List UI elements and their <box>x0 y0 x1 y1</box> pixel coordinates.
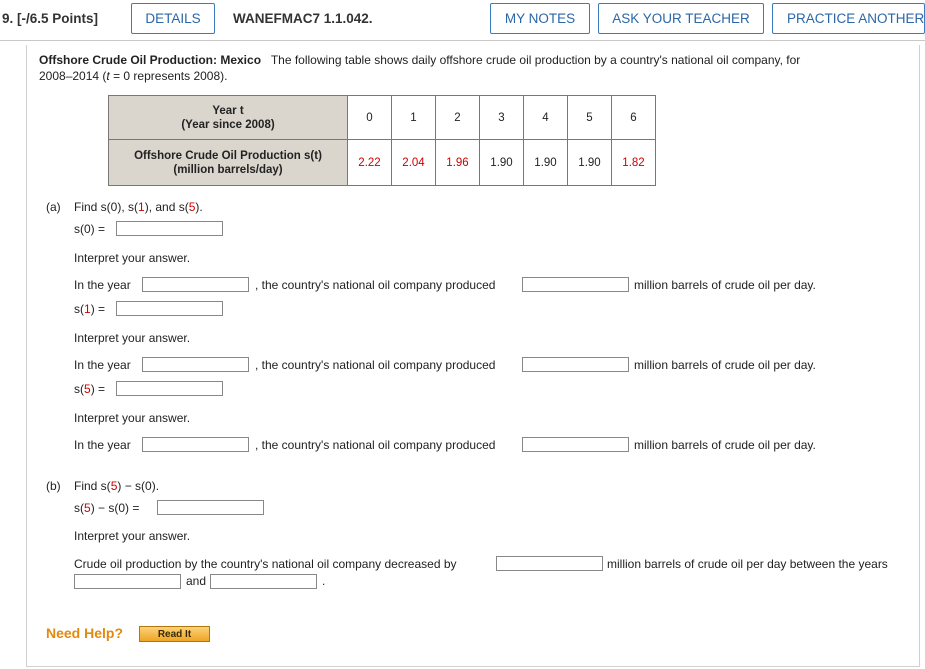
year-header-line2: (Year since 2008) <box>181 118 275 131</box>
part-b-find-post: ) − s(0). <box>117 479 160 493</box>
part-a-find-1: 1 <box>138 200 145 214</box>
year-header-line1: Year t <box>212 104 244 117</box>
part-a-prompt <box>74 200 203 214</box>
part-a-find-prefix: Find s(0), s( <box>74 200 139 214</box>
intro-text: The following table shows daily offshore crude oil production by a country's national oil company, for <box>270 53 801 67</box>
production-cell: 1.96 <box>436 140 480 186</box>
intro-title: Offshore Crude Oil Production: Mexico <box>39 53 262 67</box>
units-text-2: million barrels of crude oil per day. <box>634 358 816 372</box>
s5-input[interactable] <box>116 381 223 396</box>
question-intro <box>39 52 899 84</box>
production-table <box>108 95 656 186</box>
production-input-3[interactable] <box>522 437 629 452</box>
year-cell: 2 <box>436 96 480 140</box>
production-header <box>109 140 348 186</box>
decrease-input[interactable] <box>496 556 603 571</box>
s5-pre: s( <box>74 382 84 396</box>
production-cell: 1.90 <box>524 140 568 186</box>
decreased-text: Crude oil production by the country's national oil company decreased by <box>74 557 457 571</box>
intro-text-2a: 2008–2014 ( <box>39 69 107 83</box>
produced-text-3: , the country's national oil company produced <box>255 438 496 452</box>
production-input-1[interactable] <box>522 277 629 292</box>
units-text-1: million barrels of crude oil per day. <box>634 278 816 292</box>
production-cell: 1.90 <box>480 140 524 186</box>
intro-t: t <box>106 69 110 83</box>
question-header <box>0 0 925 41</box>
s0-label: s(0) = <box>74 222 106 236</box>
start-year-input[interactable] <box>74 574 181 589</box>
production-header-line2: (million barrels/day) <box>173 163 283 176</box>
table-row-production <box>109 140 656 186</box>
year-cell: 5 <box>568 96 612 140</box>
year-cell: 0 <box>348 96 392 140</box>
production-cell: 1.82 <box>612 140 656 186</box>
diff-post: ) − s(0) = <box>90 501 140 515</box>
part-a-find-5: 5 <box>188 200 196 214</box>
period-text: . <box>322 574 326 588</box>
year-input-1[interactable] <box>142 277 249 292</box>
diff-pre: s( <box>74 501 84 515</box>
practice-another-button[interactable]: PRACTICE ANOTHER <box>772 3 925 34</box>
production-cell: 2.22 <box>348 140 392 186</box>
part-b-find-pre: Find s( <box>74 479 111 493</box>
s1-input[interactable] <box>116 301 223 316</box>
s5-post: ) = <box>90 382 106 396</box>
units-text-3: million barrels of crude oil per day. <box>634 438 816 452</box>
s1-post: ) = <box>90 302 106 316</box>
difference-label <box>74 501 139 515</box>
part-b-units: million barrels of crude oil per day between the years <box>607 557 888 571</box>
year-cell: 1 <box>392 96 436 140</box>
in-the-year-3: In the year <box>74 438 131 452</box>
year-cell: 3 <box>480 96 524 140</box>
part-b-find-5: 5 <box>110 479 118 493</box>
details-button[interactable]: DETAILS <box>131 3 215 34</box>
need-help-label: Need Help? <box>46 625 124 641</box>
question-code: WANEFMAC7 1.1.042. <box>233 11 373 26</box>
year-cell: 4 <box>524 96 568 140</box>
intro-text-2b: = 0 represents 2008). <box>109 69 228 83</box>
production-cell: 1.90 <box>568 140 612 186</box>
production-cell: 2.04 <box>392 140 436 186</box>
produced-text-1: , the country's national oil company produced <box>255 278 496 292</box>
year-input-3[interactable] <box>142 437 249 452</box>
production-header-line1: Offshore Crude Oil Production s(t) <box>134 149 322 162</box>
and-text: and <box>186 574 207 588</box>
part-a-find-suffix: ). <box>195 200 203 214</box>
s1-num: 1 <box>84 302 91 316</box>
production-input-2[interactable] <box>522 357 629 372</box>
my-notes-button[interactable]: MY NOTES <box>490 3 590 34</box>
ask-teacher-button[interactable]: ASK YOUR TEACHER <box>598 3 764 34</box>
interpret-2: Interpret your answer. <box>74 331 191 345</box>
in-the-year-2: In the year <box>74 358 131 372</box>
s0-input[interactable] <box>116 221 223 236</box>
s1-label <box>74 302 105 316</box>
part-b-label: (b) <box>46 479 61 493</box>
part-a-label: (a) <box>46 200 61 214</box>
in-the-year-1: In the year <box>74 278 131 292</box>
interpret-1: Interpret your answer. <box>74 251 191 265</box>
read-it-button[interactable]: Read It <box>139 626 210 642</box>
end-year-input[interactable] <box>210 574 317 589</box>
difference-input[interactable] <box>157 500 264 515</box>
produced-text-2: , the country's national oil company produced <box>255 358 496 372</box>
year-input-2[interactable] <box>142 357 249 372</box>
part-a-find-mid: ), and s( <box>144 200 189 214</box>
year-header <box>109 96 348 140</box>
diff-5: 5 <box>84 501 91 515</box>
year-cell: 6 <box>612 96 656 140</box>
s5-num: 5 <box>84 382 91 396</box>
s1-pre: s( <box>74 302 84 316</box>
interpret-3: Interpret your answer. <box>74 411 191 425</box>
interpret-4: Interpret your answer. <box>74 529 191 543</box>
question-number: 9. [-/6.5 Points] <box>2 11 99 26</box>
part-b-prompt <box>74 479 159 493</box>
s5-label <box>74 382 105 396</box>
table-row-years <box>109 96 656 140</box>
